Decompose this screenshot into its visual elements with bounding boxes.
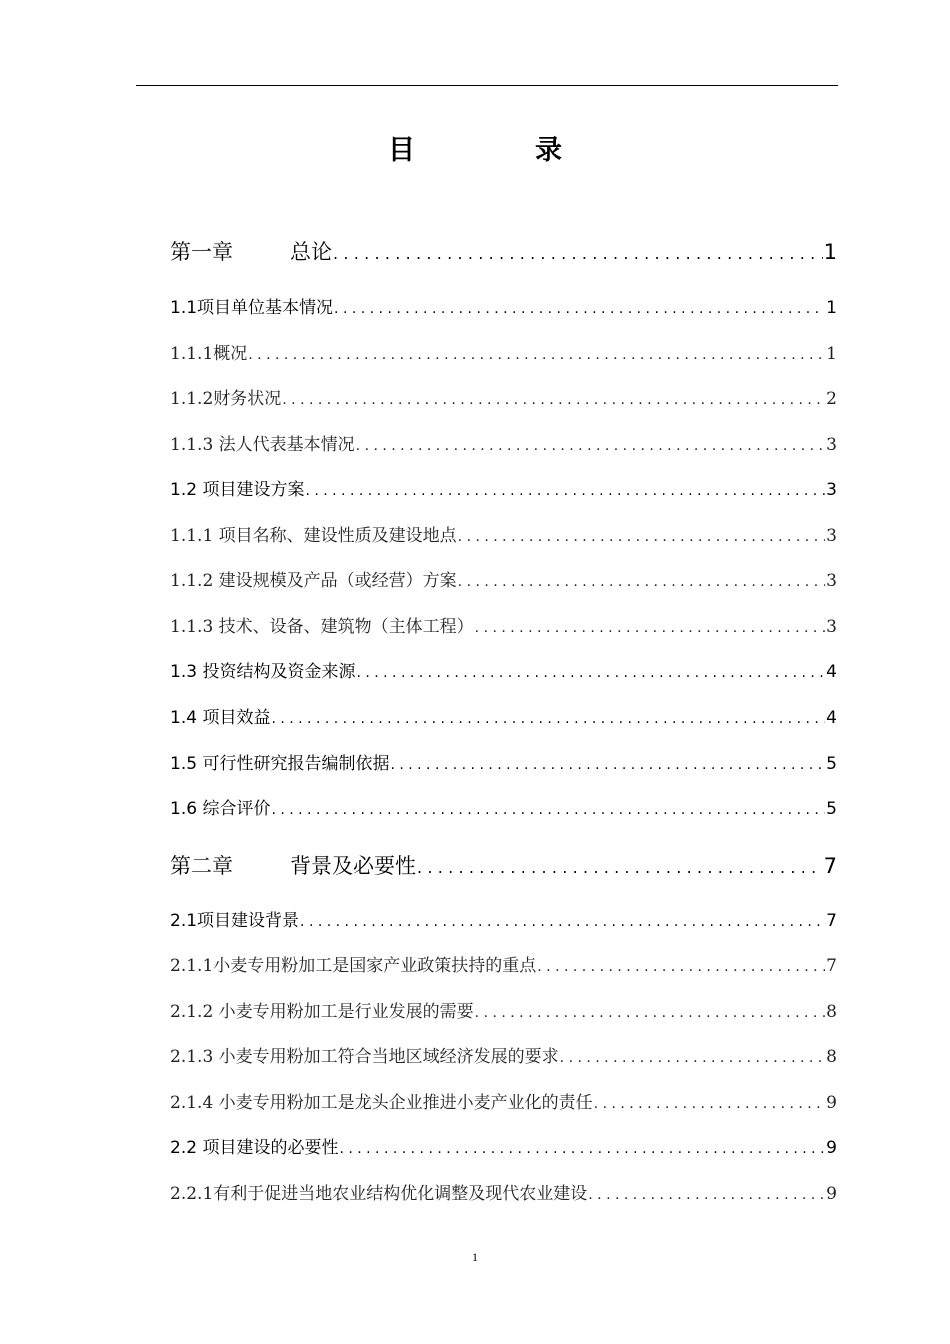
toc-dot-leader <box>339 1141 825 1157</box>
toc-entry[interactable] <box>170 906 837 931</box>
toc-entry[interactable] <box>170 749 837 774</box>
toc-entry[interactable] <box>170 657 837 682</box>
toc-entry[interactable] <box>170 475 837 500</box>
toc-page-number: 3 <box>826 435 837 455</box>
toc-page-number: 2 <box>826 389 837 409</box>
toc-entry[interactable] <box>170 339 837 364</box>
toc-entry-label: 1.2 项目建设方案 <box>170 480 305 500</box>
toc-chapter-title: 背景及必要性 <box>290 854 416 878</box>
page-number-footer: 1 <box>472 1250 478 1264</box>
toc-page-number: 3 <box>826 617 837 637</box>
toc-page-number: 7 <box>823 854 837 878</box>
toc-page-number: 4 <box>826 708 837 728</box>
toc-page-number: 3 <box>826 480 837 500</box>
toc-chapter-number: 第二章 <box>170 854 233 878</box>
toc-page-number: 9 <box>826 1184 837 1204</box>
toc-entry[interactable] <box>170 951 837 976</box>
toc-entry-label <box>170 236 332 266</box>
toc-page-number: 3 <box>826 526 837 546</box>
toc-entry-label: 1.1.3 法人代表基本情况 <box>170 435 355 455</box>
toc-entry-label: 1.6 综合评价 <box>170 799 271 819</box>
toc-dot-leader <box>475 1005 826 1021</box>
toc-entry[interactable] <box>170 1088 837 1113</box>
toc-entry[interactable] <box>170 997 837 1022</box>
toc-dot-leader <box>458 529 826 545</box>
toc-page-number: 1 <box>823 240 837 264</box>
toc-dot-leader <box>594 1096 826 1112</box>
toc-entry-label: 1.1.2财务状况 <box>170 389 282 409</box>
toc-entry-label: 2.1.3 小麦专用粉加工符合当地区域经济发展的要求 <box>170 1047 559 1067</box>
toc-title-left: 目 <box>388 135 415 166</box>
toc-page-number: 3 <box>826 571 837 591</box>
header-rule <box>136 85 838 86</box>
toc-page-number: 4 <box>826 662 837 682</box>
toc-dot-leader <box>560 1050 826 1066</box>
toc-title-right: 录 <box>535 135 562 166</box>
toc-dot-leader <box>248 347 825 363</box>
toc-entry-label: 2.1.2 小麦专用粉加工是行业发展的需要 <box>170 1002 474 1022</box>
toc-entry-label: 1.5 可行性研究报告编制依据 <box>170 754 390 774</box>
toc-dot-leader <box>475 620 826 636</box>
toc-entry[interactable] <box>170 236 837 266</box>
toc-dot-leader <box>300 914 825 930</box>
toc-page-number: 5 <box>826 754 837 774</box>
toc-entry-label: 1.3 投资结构及资金来源 <box>170 662 356 682</box>
toc-entry[interactable] <box>170 612 837 637</box>
toc-page-number: 1 <box>826 298 837 318</box>
toc-entry-label: 2.1.1小麦专用粉加工是国家产业政策扶持的重点 <box>170 956 537 976</box>
toc-dot-leader <box>390 757 825 773</box>
toc-entry[interactable] <box>170 1133 837 1158</box>
toc-dot-leader <box>356 665 825 681</box>
toc-page-number: 9 <box>826 1138 837 1158</box>
toc-dot-leader <box>334 301 825 317</box>
toc-entry[interactable] <box>170 703 837 728</box>
toc-dot-leader <box>333 244 823 263</box>
toc-title <box>0 128 950 167</box>
toc-entry-label: 2.2.1有利于促进当地农业结构优化调整及现代农业建设 <box>170 1184 588 1204</box>
toc-dot-leader <box>271 711 825 727</box>
toc-page-number: 5 <box>826 799 837 819</box>
toc-page-number: 7 <box>826 911 837 931</box>
toc-page-number: 9 <box>826 1093 837 1113</box>
toc-page-number: 7 <box>826 956 837 976</box>
toc-dot-leader <box>537 959 825 975</box>
toc-entry[interactable] <box>170 430 837 455</box>
toc-dot-leader <box>458 574 826 590</box>
toc-entry[interactable] <box>170 1042 837 1067</box>
toc-entry-label <box>170 850 416 880</box>
toc-dot-leader <box>305 483 825 499</box>
toc-entry-label: 1.1.1概况 <box>170 344 248 364</box>
toc-entry-label: 2.1项目建设背景 <box>170 911 300 931</box>
toc-page-number: 8 <box>826 1002 837 1022</box>
toc-entry-label: 2.1.4 小麦专用粉加工是龙头企业推进小麦产业化的责任 <box>170 1093 593 1113</box>
toc-page-number: 8 <box>826 1047 837 1067</box>
toc-entry[interactable] <box>170 850 837 880</box>
toc-chapter-number: 第一章 <box>170 240 233 264</box>
toc-entry-label: 1.1.1 项目名称、建设性质及建设地点 <box>170 526 457 546</box>
toc-dot-leader <box>417 858 823 877</box>
toc-dot-leader <box>588 1187 825 1203</box>
toc-entry[interactable] <box>170 384 837 409</box>
toc-entry[interactable] <box>170 794 837 819</box>
toc-entry-label: 1.1.3 技术、设备、建筑物（主体工程） <box>170 617 474 637</box>
toc-entry-label: 1.4 项目效益 <box>170 708 271 728</box>
toc-entry-label: 1.1.2 建设规模及产品（或经营）方案 <box>170 571 457 591</box>
toc-entry-label: 1.1项目单位基本情况 <box>170 298 334 318</box>
toc-entry-label: 2.2 项目建设的必要性 <box>170 1138 339 1158</box>
toc-entry[interactable] <box>170 1179 837 1204</box>
toc-dot-leader <box>271 802 825 818</box>
toc-entry[interactable] <box>170 293 837 318</box>
toc-dot-leader <box>356 438 826 454</box>
toc-entry[interactable] <box>170 521 837 546</box>
toc-page-number: 1 <box>826 344 837 364</box>
toc-chapter-title: 总论 <box>290 240 332 264</box>
toc-dot-leader <box>282 392 825 408</box>
toc-entry[interactable] <box>170 566 837 591</box>
